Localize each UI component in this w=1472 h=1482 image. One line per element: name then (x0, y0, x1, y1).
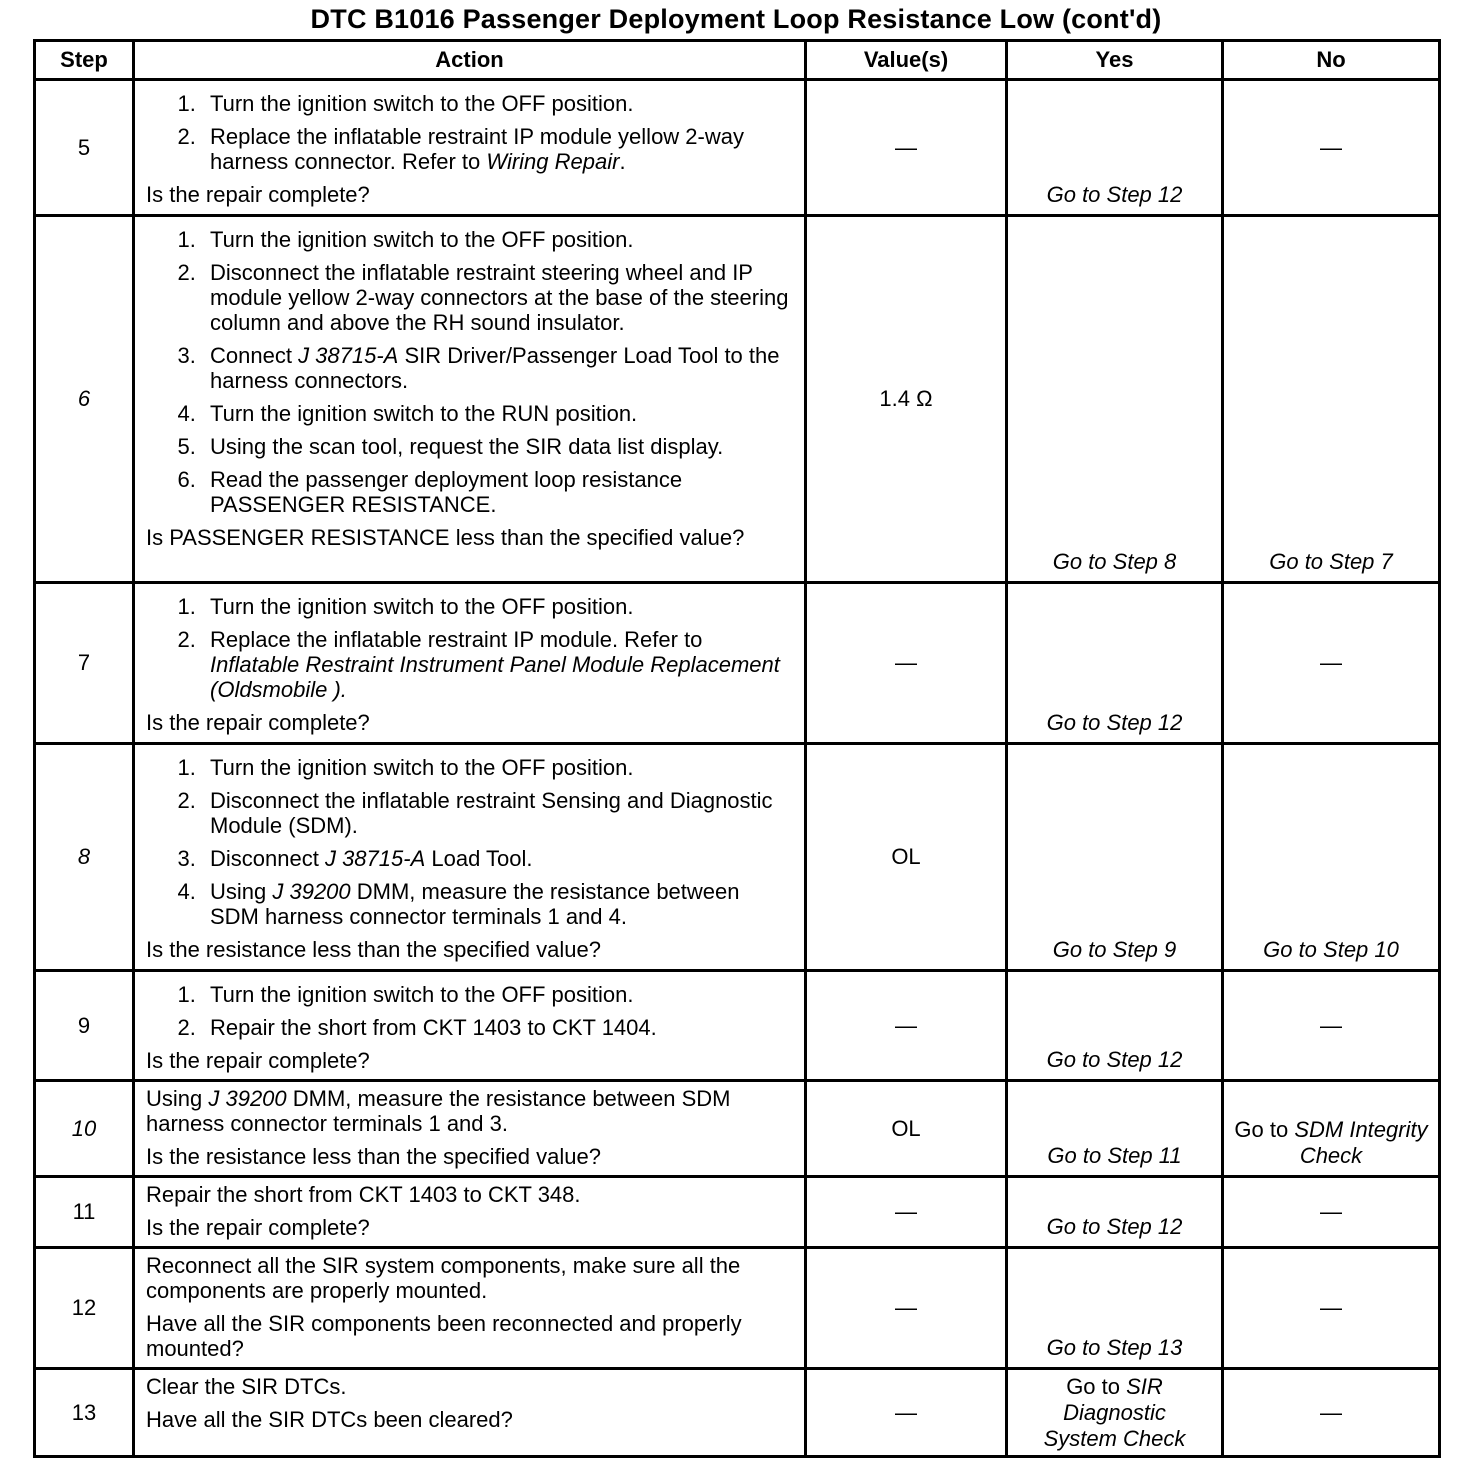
no-cell: Go to Step 10 (1223, 744, 1440, 971)
header-values: Value(s) (806, 41, 1007, 80)
yes-cell: Go to Step 12 (1007, 80, 1223, 216)
page-title: DTC B1016 Passenger Deployment Loop Resistance Low (cont'd) (310, 4, 1162, 34)
yes-cell: Go to Step 12 (1007, 1177, 1223, 1248)
action-question: Have all the SIR components been reconnected and properly mounted? (146, 1311, 742, 1361)
step-number: 13 (35, 1369, 134, 1457)
action-question: Have all the SIR DTCs been cleared? (146, 1407, 513, 1432)
yes-cell: Go to SIR Diagnostic System Check (1007, 1369, 1223, 1457)
no-cell: — (1223, 1369, 1440, 1457)
action-cell (134, 1369, 806, 1457)
step-number: 12 (35, 1248, 134, 1369)
action-question: Is the repair complete? (146, 1215, 370, 1240)
header-row (35, 41, 1440, 80)
no-cell: — (1223, 583, 1440, 744)
yes-cell: Go to Step 12 (1007, 971, 1223, 1081)
action-question: Is PASSENGER RESISTANCE less than the specified value? (146, 525, 745, 550)
action-item: 2. Replace the inflatable restraint IP module. Refer to Inflatable Restraint Instrument Panel Module Replacement (Oldsmobile ). (202, 627, 794, 702)
action-cell (134, 80, 806, 216)
action-paragraph: Repair the short from CKT 1403 to CKT 348. (146, 1182, 581, 1207)
step-number: 9 (35, 971, 134, 1081)
action-cell (134, 1177, 806, 1248)
yes-cell: Go to Step 8 (1007, 216, 1223, 583)
action-item: 1. Turn the ignition switch to the OFF position. (202, 594, 794, 619)
step-number: 6 (35, 216, 134, 583)
yes-cell: Go to Step 11 (1007, 1081, 1223, 1177)
value-cell: — (806, 1177, 1007, 1248)
action-question: Is the repair complete? (146, 182, 370, 207)
action-item: 2. Disconnect the inflatable restraint steering wheel and IP module yellow 2-way connectors at the base of the steering column and above the RH sound insulator. (202, 260, 794, 335)
action-item: 6. Read the passenger deployment loop resistance PASSENGER RESISTANCE. (202, 467, 794, 517)
value-cell: 1.4 Ω (806, 216, 1007, 583)
step-number: 11 (35, 1177, 134, 1248)
value-cell: OL (806, 1081, 1007, 1177)
action-question: Is the repair complete? (146, 1048, 370, 1073)
table-row (35, 1081, 1440, 1177)
action-cell (134, 1248, 806, 1369)
header-action: Action (134, 41, 806, 80)
action-item: 4. Using J 39200 DMM, measure the resistance between SDM harness connector terminals 1 and 4. (202, 879, 794, 929)
header-no: No (1223, 41, 1440, 80)
diagnostic-table (33, 39, 1441, 1458)
action-question: Is the resistance less than the specified value? (146, 1144, 601, 1169)
action-item: 3. Connect J 38715-A SIR Driver/Passenger Load Tool to the harness connectors. (202, 343, 794, 393)
value-cell: — (806, 80, 1007, 216)
value-cell: — (806, 583, 1007, 744)
action-cell (134, 971, 806, 1081)
no-cell: — (1223, 1248, 1440, 1369)
action-item: 1. Turn the ignition switch to the OFF position. (202, 91, 794, 116)
action-item: 1. Turn the ignition switch to the OFF position. (202, 227, 794, 252)
table-row (35, 583, 1440, 744)
step-number: 10 (35, 1081, 134, 1177)
action-item: 4. Turn the ignition switch to the RUN position. (202, 401, 794, 426)
value-cell: — (806, 1369, 1007, 1457)
step-number: 8 (35, 744, 134, 971)
table-row (35, 744, 1440, 971)
yes-cell: Go to Step 12 (1007, 583, 1223, 744)
no-cell: — (1223, 1177, 1440, 1248)
value-cell: OL (806, 744, 1007, 971)
table-row (35, 1248, 1440, 1369)
action-item: 5. Using the scan tool, request the SIR data list display. (202, 434, 794, 459)
value-cell: — (806, 971, 1007, 1081)
action-item: 2. Disconnect the inflatable restraint Sensing and Diagnostic Module (SDM). (202, 788, 794, 838)
action-item: 2. Repair the short from CKT 1403 to CKT 1404. (202, 1015, 794, 1040)
no-cell: — (1223, 971, 1440, 1081)
action-cell (134, 1081, 806, 1177)
header-step: Step (35, 41, 134, 80)
action-question: Is the repair complete? (146, 710, 370, 735)
step-number: 5 (35, 80, 134, 216)
action-paragraph: Clear the SIR DTCs. (146, 1374, 347, 1399)
table-row (35, 216, 1440, 583)
table-row (35, 80, 1440, 216)
action-cell (134, 216, 806, 583)
table-row (35, 1369, 1440, 1457)
action-item: 1. Turn the ignition switch to the OFF position. (202, 982, 794, 1007)
no-cell: Go to SDM Integrity Check (1223, 1081, 1440, 1177)
step-number: 7 (35, 583, 134, 744)
no-cell: Go to Step 7 (1223, 216, 1440, 583)
table-row (35, 971, 1440, 1081)
yes-cell: Go to Step 9 (1007, 744, 1223, 971)
action-item: 2. Replace the inflatable restraint IP module yellow 2-way harness connector. Refer to Wiring Repair. (202, 124, 794, 174)
header-yes: Yes (1007, 41, 1223, 80)
yes-cell: Go to Step 13 (1007, 1248, 1223, 1369)
value-cell: — (806, 1248, 1007, 1369)
action-cell (134, 583, 806, 744)
action-cell (134, 744, 806, 971)
action-paragraph: Reconnect all the SIR system components, make sure all the components are properly mounted. (146, 1253, 741, 1303)
action-item: 3. Disconnect J 38715-A Load Tool. (202, 846, 794, 871)
no-cell: — (1223, 80, 1440, 216)
action-paragraph: Using J 39200 DMM, measure the resistance between SDM harness connector terminals 1 and 3. (146, 1086, 731, 1136)
table-row (35, 1177, 1440, 1248)
action-item: 1. Turn the ignition switch to the OFF position. (202, 755, 794, 780)
action-question: Is the resistance less than the specified value? (146, 937, 601, 962)
